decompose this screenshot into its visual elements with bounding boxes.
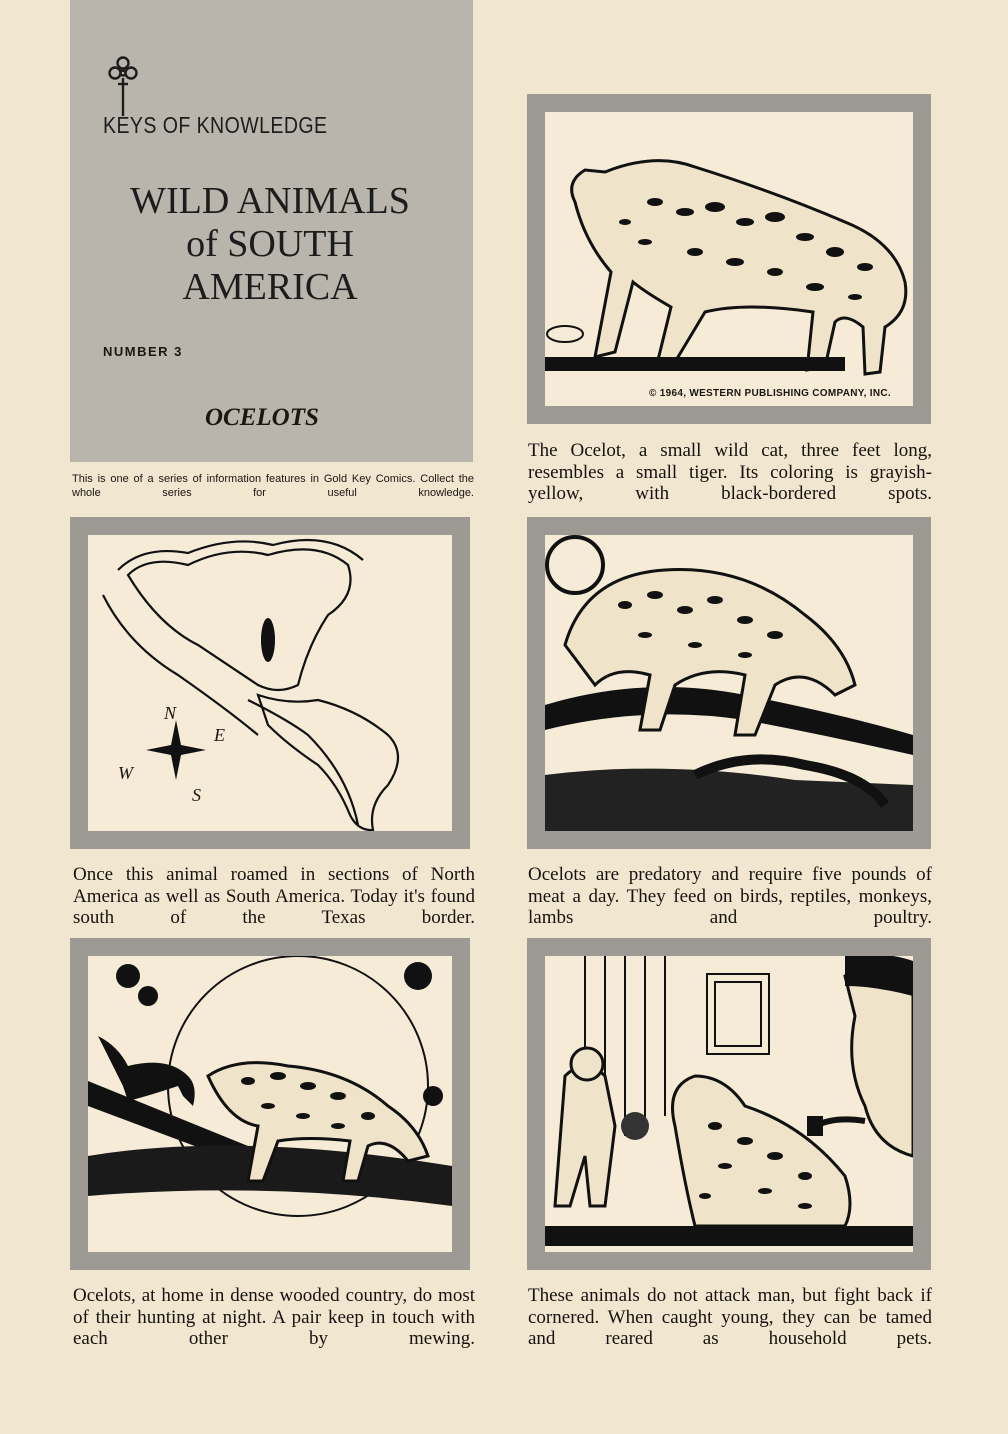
panel-night-hunt (70, 938, 470, 1270)
compass-east-label: E (214, 725, 225, 745)
compass-south-label: S (192, 785, 201, 805)
caption-night-hunt: Ocelots, at home in dense wooded country, do most of their hunting at night. A pair keep in touch with each other by mewing. (73, 1285, 475, 1349)
caption-range-map: Once this animal roamed in sections of North America as well as South America. Today it's found south of the Texas border. (73, 864, 475, 928)
key-logo-icon (104, 56, 142, 118)
ocelot-on-branch-illustration (545, 535, 913, 831)
copyright-notice: © 1964, WESTERN PUBLISHING COMPANY, INC. (649, 388, 891, 399)
panel-predator (527, 517, 931, 849)
caption-pets: These animals do not attack man, but fight back if cornered. When caught young, they can be tamed and reared as household pets. (528, 1285, 932, 1349)
ocelots-at-night-illustration (88, 956, 452, 1252)
ocelot-household-pet-illustration (545, 956, 913, 1252)
ocelot-profile-illustration (545, 112, 913, 406)
issue-number: NUMBER 3 (103, 344, 183, 359)
panel-pets (527, 938, 931, 1270)
compass-west-label: W (118, 763, 133, 783)
panel-ocelot-profile (527, 94, 931, 424)
compass-north-label: N (164, 703, 177, 723)
caption-ocelot-profile: The Ocelot, a small wild cat, three feet long, resembles a small tiger. Its coloring is grayish-yellow, with black-bordered spots. (528, 440, 932, 504)
range-map-illustration (88, 535, 452, 831)
page-title: WILD ANIMALS of SOUTH AMERICA (130, 180, 410, 308)
series-label: KEYS OF KNOWLEDGE (103, 112, 328, 138)
panel-range-map (70, 517, 470, 849)
intro-note: This is one of a series of information features in Gold Key Comics. Collect the whole series for useful knowledge. (72, 473, 474, 499)
subject-heading: OCELOTS (205, 404, 319, 431)
caption-predator: Ocelots are predatory and require five pounds of meat a day. They feed on birds, reptiles, monkeys, lambs and poultry. (528, 864, 932, 928)
